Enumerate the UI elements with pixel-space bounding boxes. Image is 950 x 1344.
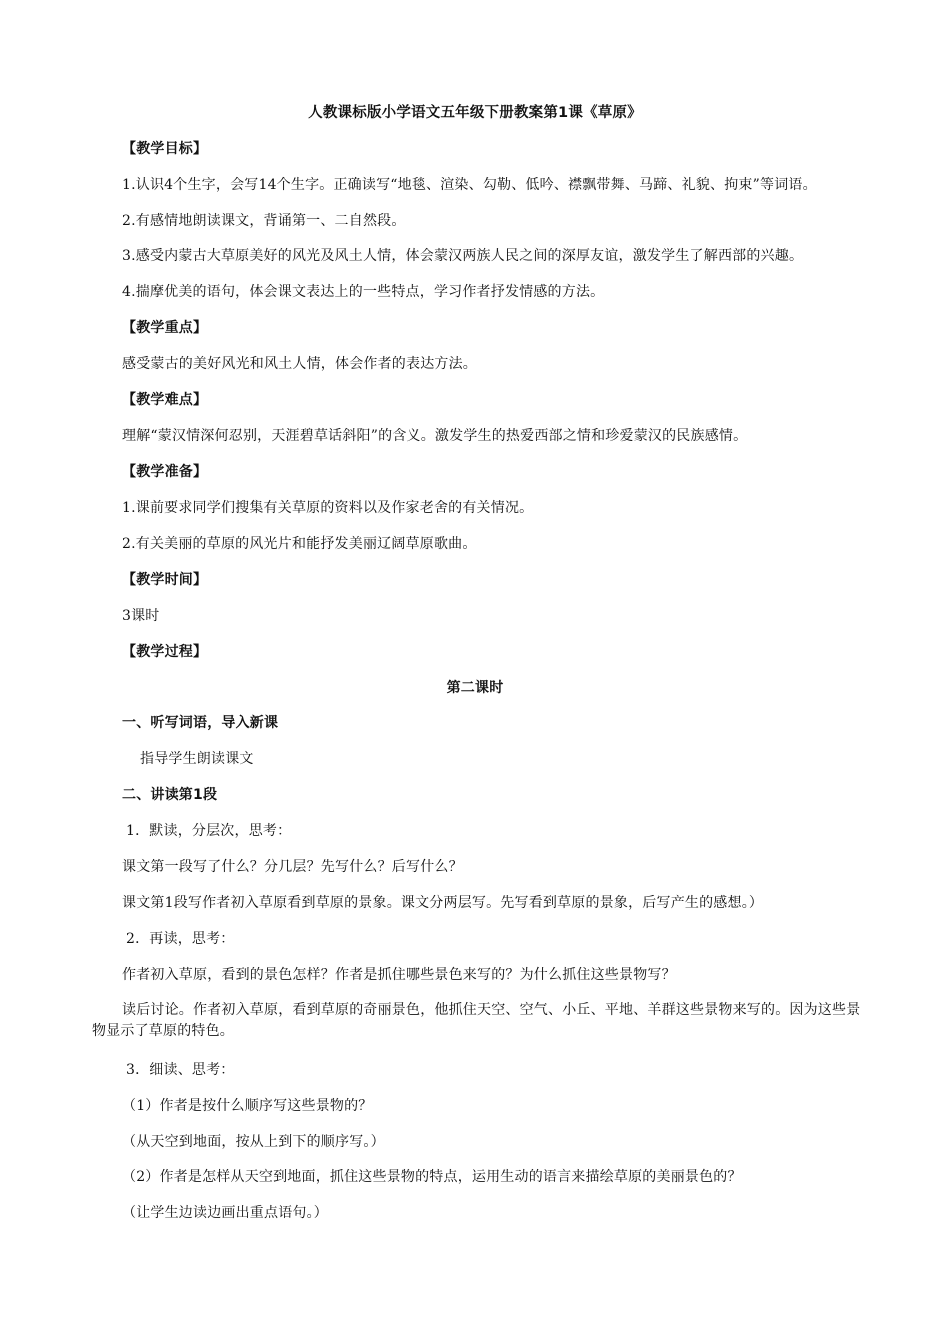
- step2-answer: 读后讨论。作者初入草原，看到草原的奇丽景色，他抓住天空、空气、小丘、平地、羊群这些景物来写的。因为这些景物显示了草原的特色。: [92, 1002, 861, 1039]
- step3: 3．细读、思考：: [126, 1062, 235, 1078]
- key-text: 感受蒙古的美好风光和风土人情，体会作者的表达方法。: [122, 356, 477, 372]
- step3-answer-2: （让学生边读边画出重点语句。）: [122, 1205, 328, 1221]
- goals-heading: 【教学目标】: [122, 141, 208, 157]
- part1-text: 指导学生朗读课文: [140, 751, 254, 767]
- process-heading: 【教学过程】: [122, 644, 208, 660]
- step3-question-1: （1）作者是按什么顺序写这些景物的？: [122, 1098, 373, 1114]
- part1-heading: 一、听写词语，导入新课: [122, 715, 279, 731]
- prep-item: 1.课前要求同学们搜集有关草原的资料以及作家老舍的有关情况。: [122, 500, 534, 516]
- difficulty-text: 理解“蒙汉情深何忍别，天涯碧草话斜阳”的含义。激发学生的热爱西部之情和珍爱蒙汉的民族感情。: [122, 428, 748, 444]
- step2-question: 作者初入草原，看到的景色怎样？作者是抓住哪些景色来写的？为什么抓住这些景物写？: [122, 967, 676, 983]
- goal-item: 4.揣摩优美的语句，体会课文表达上的一些特点，学习作者抒发情感的方法。: [122, 284, 605, 300]
- goal-item: 1.认识4个生字，会写14个生字。正确读写“地毯、渲染、勾勒、低吟、襟飘带舞、马蹄、礼貌、拘束”等词语。: [122, 177, 817, 193]
- lesson-heading: 第二课时: [446, 680, 504, 696]
- goal-item: 3.感受内蒙古大草原美好的风光及风土人情，体会蒙汉两族人民之间的深厚友谊，激发学生了解西部的兴趣。: [122, 248, 804, 264]
- part2-heading: 二、讲读第1段: [122, 787, 218, 803]
- step2: 2．再读，思考：: [126, 931, 235, 947]
- step1: 1．默读，分层次，思考：: [126, 823, 292, 839]
- prep-heading: 【教学准备】: [122, 464, 208, 480]
- time-text: 3课时: [122, 608, 160, 624]
- step3-answer-1: （从天空到地面，按从上到下的顺序写。）: [122, 1134, 385, 1150]
- step1-answer: 课文第1段写作者初入草原看到草原的景象。课文分两层写。先写看到草原的景象，后写产生的感想。）: [122, 895, 764, 911]
- prep-item: 2.有关美丽的草原的风光片和能抒发美丽辽阔草原歌曲。: [122, 536, 477, 552]
- document-title: 人教课标版小学语文五年级下册教案第1课《草原》: [308, 105, 642, 121]
- difficulty-heading: 【教学难点】: [122, 392, 208, 408]
- time-heading: 【教学时间】: [122, 572, 208, 588]
- goal-item: 2.有感情地朗读课文，背诵第一、二自然段。: [122, 213, 406, 229]
- step1-question: 课文第一段写了什么？分几层？先写什么？后写什么？: [122, 859, 463, 875]
- key-heading: 【教学重点】: [122, 320, 208, 336]
- step3-question-2: （2）作者是怎样从天空到地面，抓住这些景物的特点，运用生动的语言来描绘草原的美丽景色的？: [122, 1169, 742, 1185]
